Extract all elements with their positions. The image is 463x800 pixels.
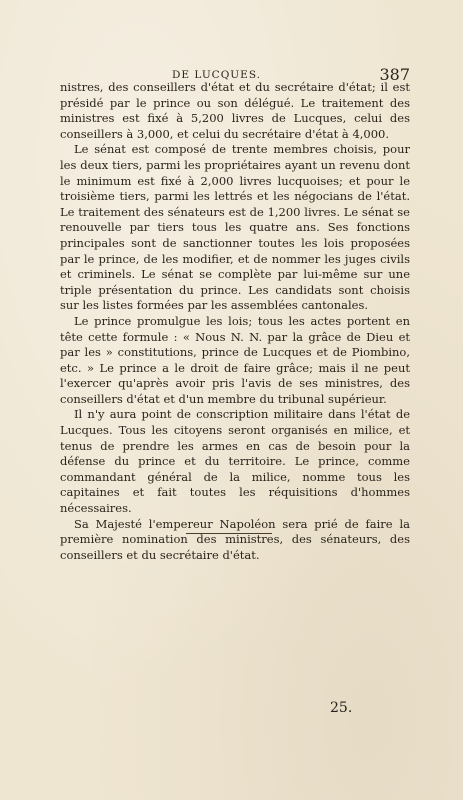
- paragraph-senate: Le sénat est composé de trente membres choisis, pour les deux tiers, parmi les propriétaires ayant un revenu dont le minimum est fixé à 2,000 livres lucquoises; et pour le troisième tiers, parmi les lettrés et les négocians de l'état. Le traitement des sénateurs est de 1,200 livres. Le sénat se renouvelle par tiers tous les quatre ans. Ses fonctions principales sont de sanctionner toutes les lois proposées par le prince, de les modifier, et de nommer les juges civils et criminels. Le sénat se complète par lui-même sur une triple présentation du prince. Les candidats sont choisis sur les listes formées par les assemblées cantonales.: [60, 142, 410, 313]
- running-head: DE LUCQUES.: [172, 69, 261, 81]
- paragraph-prince-laws: Le prince promulgue les lois; tous les actes portent en tête cette formule : « Nous N. N. par la grâce de Dieu et par les » constitutions, prince de Lucques et de Piombino, etc. » Le prince a le droit de faire grâce; mais il ne peut l'exercer qu'après avoir pris l'avis de ses ministres, des conseillers d'état et d'un membre du tribunal supérieur.: [60, 313, 410, 406]
- section-divider: [186, 533, 272, 534]
- paragraph-council: nistres, des conseillers d'état et du secrétaire d'état; il est présidé par le prince ou son délégué. Le traitement des ministres est fixé à 5,200 livres de Lucques, celui des conseillers à 3,000, et celui du secrétaire d'état à 4,000.: [60, 80, 410, 141]
- page-number: 387: [379, 65, 410, 84]
- paragraph-militia: Il n'y aura point de conscription militaire dans l'état de Lucques. Tous les citoyens seront organisés en milice, et tenus de prendre les armes en cas de besoin pour la défense du prince et du territoire. Le prince, comme commandant général de la milice, nomme tous les capitaines et fait toutes les réquisitions d'hommes nécessaires.: [60, 407, 410, 516]
- paragraph-napoleon: Sa Majesté l'empereur Napoléon sera prié de faire la première nomination des ministres, des sénateurs, des conseillers et du secrétaire d'état.: [60, 516, 410, 562]
- signature-mark: 25.: [330, 700, 353, 716]
- body-text: [60, 80, 410, 563]
